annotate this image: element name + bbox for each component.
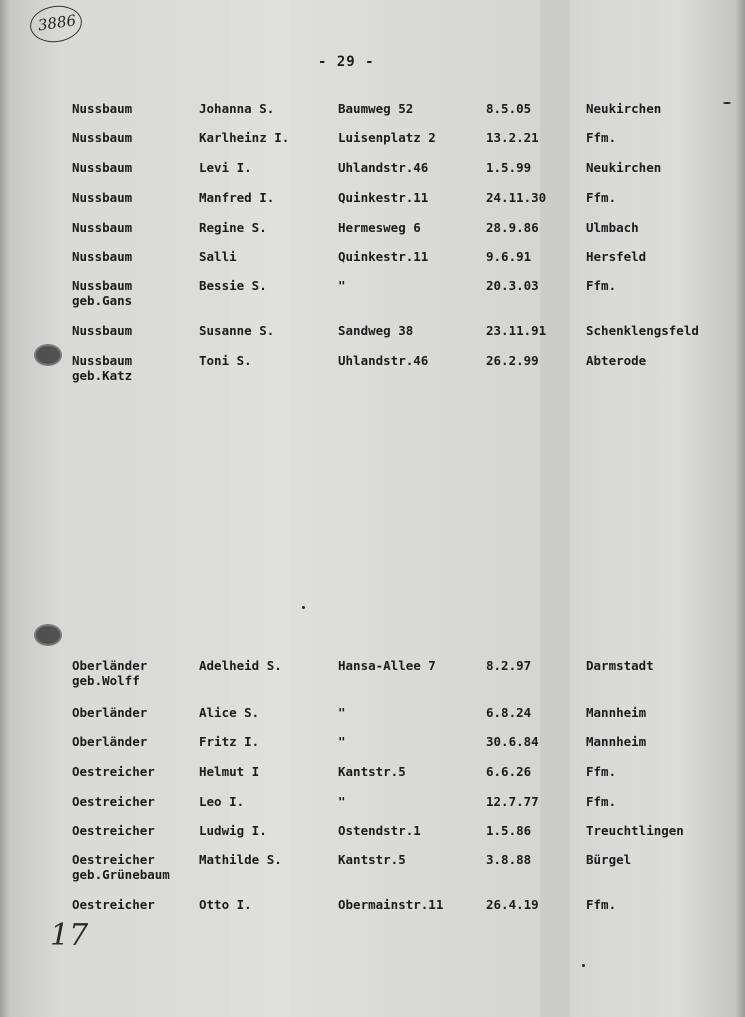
address: Hansa-Allee 7	[338, 658, 436, 673]
first-name: Helmut I	[199, 764, 260, 779]
first-name: Otto I.	[199, 897, 252, 912]
birth-place: Mannheim	[586, 705, 647, 720]
address: Uhlandstr.46	[338, 353, 429, 368]
first-name: Salli	[199, 249, 237, 264]
surname: Oberländer	[72, 705, 148, 720]
address: Quinkestr.11	[338, 249, 429, 264]
first-name: Adelheid S.	[199, 658, 282, 673]
surname: Oberländer	[72, 734, 148, 749]
birth-place: Ffm.	[586, 130, 617, 145]
first-name: Ludwig I.	[199, 823, 267, 838]
archive-stamp	[28, 3, 85, 46]
first-name: Johanna S.	[199, 101, 275, 116]
table-row	[0, 278, 745, 318]
birth-place: Ffm.	[586, 764, 617, 779]
stamp-number: 3886	[36, 11, 78, 35]
address: Ostendstr.1	[338, 823, 421, 838]
surname: Oestreicher	[72, 794, 155, 809]
table-row	[0, 658, 745, 698]
birth-date: 1.5.86	[486, 823, 532, 838]
table-row	[0, 353, 745, 393]
birth-date: 12.7.77	[486, 794, 539, 809]
surname: Nussbaum	[72, 130, 133, 145]
surname: Nussbaum	[72, 220, 133, 235]
birth-place: Treuchtlingen	[586, 823, 684, 838]
surname: Nussbaum	[72, 190, 133, 205]
surname: Nussbaum	[72, 160, 133, 175]
birth-place: Abterode	[586, 353, 647, 368]
table-row	[0, 852, 745, 892]
address: Kantstr.5	[338, 764, 406, 779]
ink-speck	[302, 606, 305, 609]
address: Quinkestr.11	[338, 190, 429, 205]
birth-date: 28.9.86	[486, 220, 539, 235]
surname: Oberländer	[72, 658, 148, 673]
surname: Nussbaum	[72, 278, 133, 293]
birth-date: 23.11.91	[486, 323, 547, 338]
address: Kantstr.5	[338, 852, 406, 867]
first-name: Karlheinz I.	[199, 130, 290, 145]
birth-name: geb.Gans	[72, 293, 133, 308]
birth-place: Darmstadt	[586, 658, 654, 673]
first-name: Mathilde S.	[199, 852, 282, 867]
birth-date: 26.4.19	[486, 897, 539, 912]
birth-date: 13.2.21	[486, 130, 539, 145]
birth-place: Ffm.	[586, 278, 617, 293]
table-row	[0, 897, 745, 937]
surname: Nussbaum	[72, 101, 133, 116]
surname: Oestreicher	[72, 897, 155, 912]
punch-hole	[34, 624, 62, 646]
birth-date: 26.2.99	[486, 353, 539, 368]
birth-place: Mannheim	[586, 734, 647, 749]
address: "	[338, 705, 346, 720]
birth-name: geb.Wolff	[72, 673, 140, 688]
ink-speck	[723, 102, 731, 104]
first-name: Toni S.	[199, 353, 252, 368]
surname: Nussbaum	[72, 249, 133, 264]
birth-place: Bürgel	[586, 852, 632, 867]
birth-place: Ffm.	[586, 897, 617, 912]
page-number: - 29 -	[318, 54, 375, 70]
birth-place: Hersfeld	[586, 249, 647, 264]
first-name: Fritz I.	[199, 734, 260, 749]
first-name: Levi I.	[199, 160, 252, 175]
birth-date: 1.5.99	[486, 160, 532, 175]
birth-date: 6.8.24	[486, 705, 532, 720]
birth-place: Neukirchen	[586, 101, 662, 116]
surname: Nussbaum	[72, 353, 133, 368]
address: Hermesweg 6	[338, 220, 421, 235]
surname: Oestreicher	[72, 764, 155, 779]
birth-name: geb.Katz	[72, 368, 133, 383]
birth-date: 6.6.26	[486, 764, 532, 779]
surname: Oestreicher	[72, 823, 155, 838]
birth-date: 20.3.03	[486, 278, 539, 293]
birth-place: Neukirchen	[586, 160, 662, 175]
birth-place: Ffm.	[586, 794, 617, 809]
first-name: Leo I.	[199, 794, 245, 809]
address: Obermainstr.11	[338, 897, 444, 912]
handwritten-mark: 17	[50, 918, 89, 953]
birth-place: Schenklengsfeld	[586, 323, 699, 338]
birth-place: Ffm.	[586, 190, 617, 205]
surname: Nussbaum	[72, 323, 133, 338]
first-name: Alice S.	[199, 705, 260, 720]
birth-date: 8.5.05	[486, 101, 532, 116]
first-name: Regine S.	[199, 220, 267, 235]
address: Luisenplatz 2	[338, 130, 436, 145]
birth-name: geb.Grünebaum	[72, 867, 170, 882]
surname: Oestreicher	[72, 852, 155, 867]
birth-date: 3.8.88	[486, 852, 532, 867]
address: Uhlandstr.46	[338, 160, 429, 175]
birth-date: 24.11.30	[486, 190, 547, 205]
first-name: Manfred I.	[199, 190, 275, 205]
address: Baumweg 52	[338, 101, 414, 116]
birth-date: 30.6.84	[486, 734, 539, 749]
address: "	[338, 734, 346, 749]
birth-date: 8.2.97	[486, 658, 532, 673]
first-name: Bessie S.	[199, 278, 267, 293]
birth-place: Ulmbach	[586, 220, 639, 235]
address: Sandweg 38	[338, 323, 414, 338]
ink-speck	[582, 964, 585, 967]
first-name: Susanne S.	[199, 323, 275, 338]
birth-date: 9.6.91	[486, 249, 532, 264]
address: "	[338, 794, 346, 809]
address: "	[338, 278, 346, 293]
